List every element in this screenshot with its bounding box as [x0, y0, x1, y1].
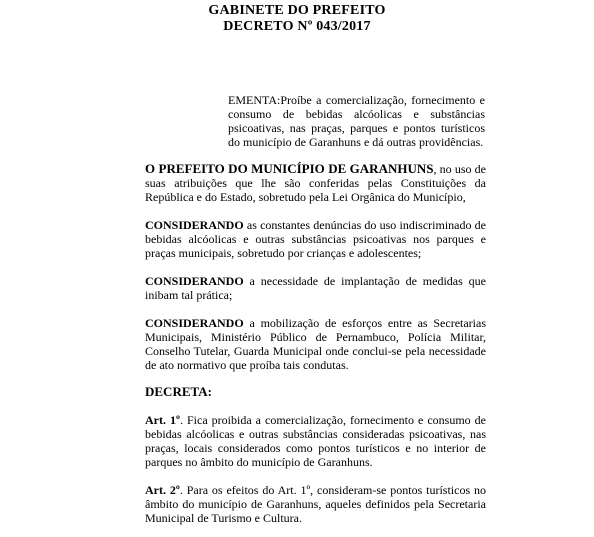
header-decree-number: DECRETO Nº 043/2017	[223, 19, 371, 34]
considerando-lead-3: CONSIDERANDO	[145, 316, 244, 330]
article-2-text: . Para os efeitos do Art. 1º, consideram-se pontos turísticos no âmbito do município de Garanhuns, aqueles definidos pela Secretaria Municipal de Turismo e Cultura.	[145, 483, 487, 525]
article-1-lead: Art. 1º	[145, 413, 180, 427]
header-office-title: GABINETE DO PREFEITO	[208, 3, 386, 18]
considerando-paragraph-1	[145, 218, 486, 260]
preamble-text: , no uso de suas atribuições que lhe são conferidas pelas Constituições da República e do Estado, sobretudo pela Lei Orgânica do Município,	[145, 162, 486, 204]
considerando-text-2: a necessidade de implantação de medidas que inibam tal prática;	[145, 274, 486, 302]
article-1-text: . Fica proibida a comercialização, fornecimento e consumo de bebidas alcóolicas e outras substâncias consideradas psicoativas, nas praças, locais considerados como pontos turísticos e no interior de parques no âmbito do município de Garanhuns.	[145, 413, 486, 469]
article-2-lead: Art. 2º	[145, 483, 180, 497]
preamble-lead: O PREFEITO DO MUNICÍPIO DE GARANHUNS	[145, 161, 434, 176]
document-header	[0, 3, 594, 35]
considerando-paragraph-3	[145, 316, 486, 372]
article-2-paragraph	[145, 483, 486, 525]
considerando-text-1: as constantes denúncias do uso indiscriminado de bebidas alcóolicas e outras substâncias psicoativas nos parques e praças municipais, sobretudo por crianças e adolescentes;	[145, 218, 486, 260]
article-1-paragraph	[145, 413, 486, 469]
considerando-lead-2: CONSIDERANDO	[145, 274, 244, 288]
considerando-paragraph-2	[145, 274, 486, 302]
decreta-heading: DECRETA:	[145, 384, 212, 399]
considerando-lead-1: CONSIDERANDO	[145, 218, 244, 232]
ementa-summary: EMENTA:Proíbe a comercialização, fornecimento e consumo de bebidas alcóolicas e substâncias psicoativas, nas praças, parques e pontos turísticos do município de Garanhuns e dá outras providências.	[228, 93, 485, 149]
considerando-text-3: a mobilização de esforços entre as Secretarias Municipais, Ministério Público de Pernambuco, Polícia Militar, Conselho Tutelar, Guarda Municipal onde conclui-se pela necessidade de ato normativo que proíba tais condutas.	[145, 316, 486, 372]
preamble-paragraph	[145, 162, 486, 204]
